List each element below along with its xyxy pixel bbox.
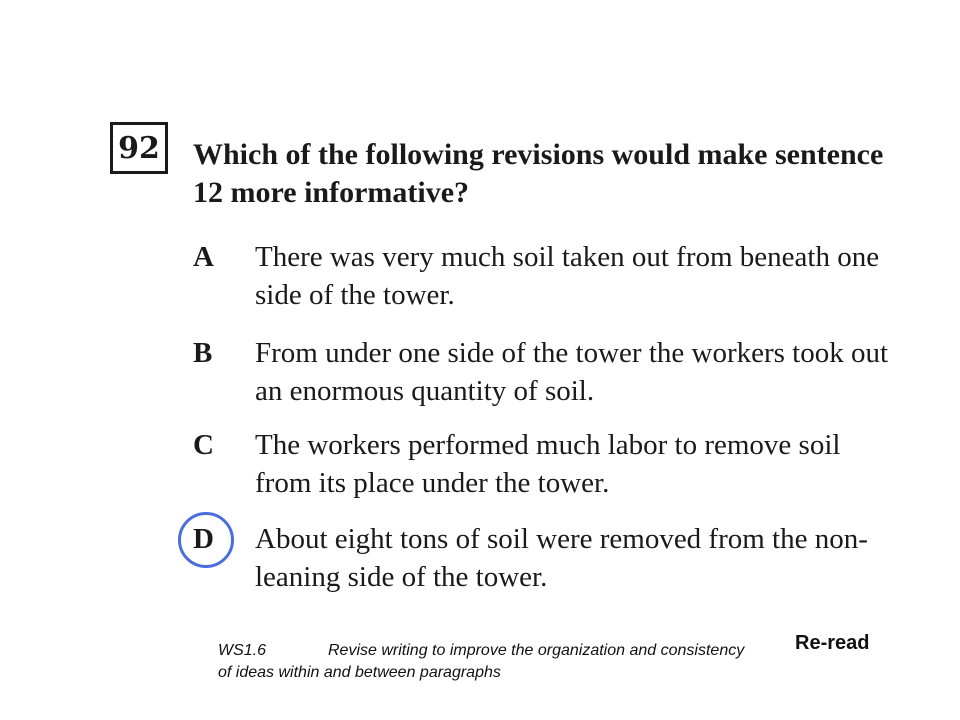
standard-note xyxy=(218,640,758,684)
reread-label[interactable]: Re-read xyxy=(795,632,870,654)
option-text: The workers performed much labor to remove soil from its place under the tower. xyxy=(255,429,841,499)
question-number: 92 xyxy=(118,130,160,166)
question-number-box xyxy=(110,122,168,174)
question-prompt: Which of the following revisions would make sentence 12 more informative? xyxy=(193,138,884,209)
option-letter: A xyxy=(193,241,214,273)
standard-description: Revise writing to improve the organization and consistency of ideas within and between paragraphs xyxy=(218,642,745,681)
option-letter: B xyxy=(193,337,213,369)
option-text: From under one side of the tower the workers took out an enormous quantity of soil. xyxy=(255,337,889,407)
option-letter: D xyxy=(193,523,214,555)
option-letter: C xyxy=(193,429,214,461)
option-text: There was very much soil taken out from beneath one side of the tower. xyxy=(255,241,880,311)
correct-answer-circle xyxy=(178,512,234,568)
option-text: About eight tons of soil were removed from the non-leaning side of the tower. xyxy=(255,523,868,593)
standard-code: WS1.6 xyxy=(218,642,267,659)
